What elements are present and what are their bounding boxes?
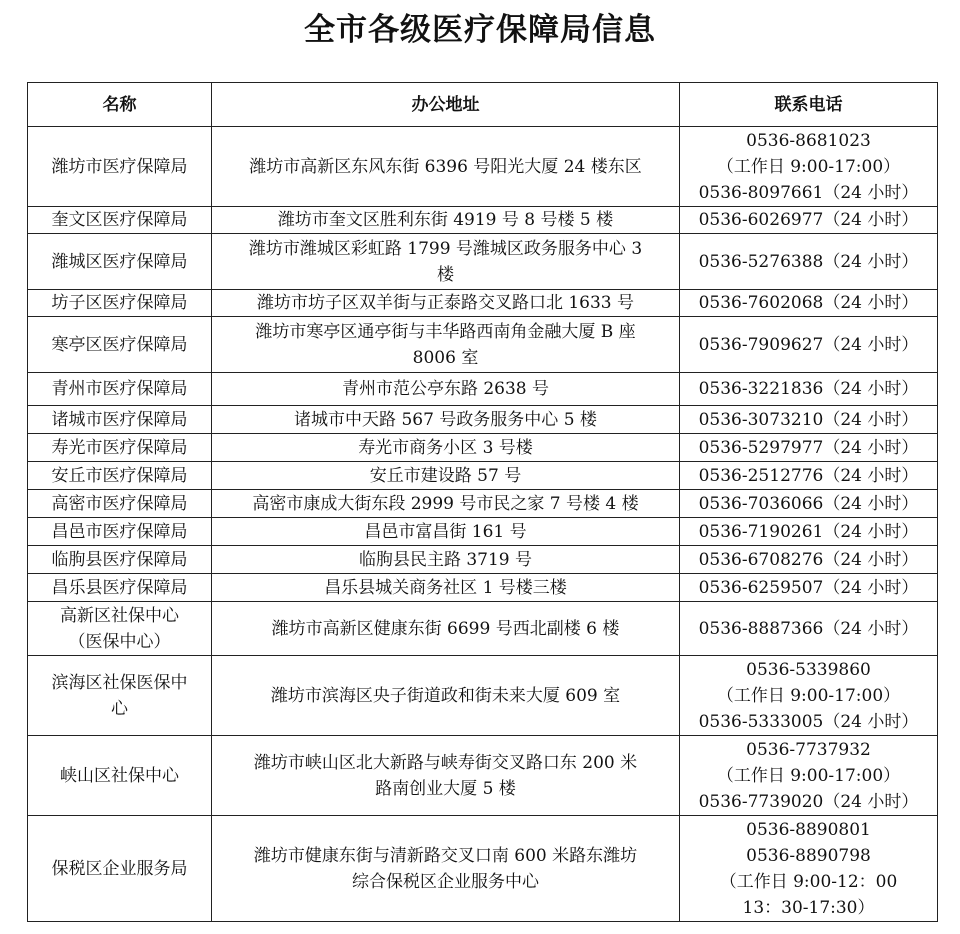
cell-name xyxy=(28,373,212,406)
cell-name xyxy=(28,462,212,490)
cell-address-line: 8006 室 xyxy=(412,347,479,368)
table-row xyxy=(28,816,938,922)
cell-address xyxy=(212,406,680,434)
table-row xyxy=(28,434,938,462)
cell-address-line: 安丘市建设路 57 号 xyxy=(369,465,522,486)
cell-phone-line: （工作日 9:00-17:00） xyxy=(716,685,901,706)
cell-address xyxy=(212,546,680,574)
cell-phone-line: （工作日 9:00-17:00） xyxy=(716,156,901,177)
cell-name xyxy=(28,434,212,462)
cell-phone-line: 0536-5333005（24 小时） xyxy=(698,711,919,732)
cell-address xyxy=(212,462,680,490)
header-phone: 联系电话 xyxy=(680,83,938,127)
cell-name xyxy=(28,234,212,290)
cell-name-line: 坊子区医疗保障局 xyxy=(51,293,188,313)
cell-name-line: 滨海区社保医保中 xyxy=(51,672,188,693)
table-header-row xyxy=(28,83,938,127)
cell-phone-line: 0536-8890798 xyxy=(746,845,871,866)
cell-phone-line: 0536-2512776（24 小时） xyxy=(698,465,919,486)
cell-address-line: 诸城市中天路 567 号政务服务中心 5 楼 xyxy=(294,409,597,430)
cell-name xyxy=(28,406,212,434)
cell-address-line: 潍坊市滨海区央子街道政和街未来大厦 609 室 xyxy=(270,685,621,706)
cell-name-line: 安丘市医疗保障局 xyxy=(51,465,188,486)
cell-phone-line: 0536-6026977（24 小时） xyxy=(698,210,919,230)
cell-name xyxy=(28,602,212,656)
cell-address-line: 临朐县民主路 3719 号 xyxy=(358,549,533,570)
header-name: 名称 xyxy=(28,83,212,127)
cell-phone-line: 0536-3221836（24 小时） xyxy=(698,379,919,399)
cell-name-line: 心 xyxy=(111,698,128,719)
cell-name xyxy=(28,317,212,373)
cell-phone-line: 0536-5297977（24 小时） xyxy=(698,437,919,458)
cell-address xyxy=(212,127,680,207)
cell-phone xyxy=(680,656,938,736)
cell-name-line: 寒亭区医疗保障局 xyxy=(51,334,188,355)
table-row xyxy=(28,406,938,434)
cell-phone xyxy=(680,490,938,518)
cell-address-line: 潍坊市高新区东风东街 6396 号阳光大厦 24 楼东区 xyxy=(249,156,642,177)
cell-address-line: 潍坊市坊子区双羊街与正泰路交叉路口北 1633 号 xyxy=(256,293,635,313)
cell-phone xyxy=(680,736,938,816)
cell-phone xyxy=(680,207,938,234)
cell-name xyxy=(28,518,212,546)
cell-phone xyxy=(680,518,938,546)
cell-phone-line: 0536-7036066（24 小时） xyxy=(698,493,919,514)
cell-phone-line: 0536-6708276（24 小时） xyxy=(698,549,919,570)
cell-address-line: 潍坊市峡山区北大新路与峡寿街交叉路口东 200 米 xyxy=(253,752,638,773)
cell-address xyxy=(212,816,680,922)
cell-address-line: 综合保税区企业服务中心 xyxy=(352,871,539,892)
cell-phone xyxy=(680,317,938,373)
table-row xyxy=(28,574,938,602)
cell-phone-line: 0536-5276388（24 小时） xyxy=(698,251,919,272)
cell-phone-line: （工作日 9:00-17:00） xyxy=(716,765,901,786)
table-row xyxy=(28,490,938,518)
cell-name-line: 昌乐县医疗保障局 xyxy=(51,577,188,598)
cell-address xyxy=(212,602,680,656)
cell-name-line: 青州市医疗保障局 xyxy=(51,379,188,399)
cell-address xyxy=(212,518,680,546)
cell-phone-line: 0536-8890801 xyxy=(746,819,871,840)
table-row xyxy=(28,656,938,736)
cell-phone xyxy=(680,462,938,490)
cell-name-line: 潍城区医疗保障局 xyxy=(51,251,188,272)
cell-address xyxy=(212,736,680,816)
cell-address-line: 寿光市商务小区 3 号楼 xyxy=(358,437,533,458)
table-row xyxy=(28,127,938,207)
cell-address-line: 潍坊市奎文区胜利东街 4919 号 8 号楼 5 楼 xyxy=(277,210,614,230)
cell-phone-line: 13：30-17:30） xyxy=(742,897,875,918)
cell-address-line: 昌邑市富昌街 161 号 xyxy=(364,521,527,542)
cell-name xyxy=(28,127,212,207)
cell-address-line: 昌乐县城关商务社区 1 号楼三楼 xyxy=(324,577,567,598)
cell-phone xyxy=(680,434,938,462)
cell-name xyxy=(28,546,212,574)
cell-address xyxy=(212,207,680,234)
cell-name-line: 昌邑市医疗保障局 xyxy=(51,521,188,542)
table-row xyxy=(28,317,938,373)
cell-phone xyxy=(680,816,938,922)
cell-phone xyxy=(680,406,938,434)
cell-address xyxy=(212,574,680,602)
cell-phone xyxy=(680,602,938,656)
cell-address xyxy=(212,434,680,462)
cell-phone-line: 0536-8887366（24 小时） xyxy=(698,618,919,639)
cell-phone-line: （工作日 9:00-12：00 xyxy=(719,871,898,892)
cell-address xyxy=(212,234,680,290)
cell-address xyxy=(212,490,680,518)
cell-phone-line: 0536-7602068（24 小时） xyxy=(698,293,919,313)
cell-address-line: 楼 xyxy=(437,264,454,285)
cell-phone xyxy=(680,546,938,574)
table-row xyxy=(28,207,938,234)
cell-address xyxy=(212,656,680,736)
cell-name-line: 寿光市医疗保障局 xyxy=(51,437,188,458)
cell-name xyxy=(28,574,212,602)
page-title: 全市各级医疗保障局信息 xyxy=(304,12,656,48)
cell-name-line: 保税区企业服务局 xyxy=(51,858,188,879)
table-row xyxy=(28,373,938,406)
cell-phone xyxy=(680,574,938,602)
cell-name xyxy=(28,490,212,518)
cell-phone xyxy=(680,234,938,290)
header-address: 办公地址 xyxy=(212,83,680,127)
cell-phone-line: 0536-7739020（24 小时） xyxy=(698,791,919,812)
cell-address xyxy=(212,373,680,406)
cell-phone-line: 0536-7737932 xyxy=(746,739,871,760)
table-body xyxy=(28,127,938,922)
cell-phone xyxy=(680,290,938,317)
cell-phone xyxy=(680,373,938,406)
cell-name xyxy=(28,290,212,317)
table-row xyxy=(28,546,938,574)
cell-name-line: 潍坊市医疗保障局 xyxy=(51,156,188,177)
cell-phone-line: 0536-8681023 xyxy=(746,130,871,151)
cell-address-line: 潍坊市健康东街与清新路交叉口南 600 米路东潍坊 xyxy=(253,845,638,866)
cell-phone-line: 0536-6259507（24 小时） xyxy=(698,577,919,598)
cell-phone-line: 0536-8097661（24 小时） xyxy=(698,182,919,203)
cell-name-line: 临朐县医疗保障局 xyxy=(51,549,188,570)
table-row xyxy=(28,602,938,656)
table-row xyxy=(28,736,938,816)
cell-name xyxy=(28,656,212,736)
cell-address-line: 潍坊市高新区健康东街 6699 号西北副楼 6 楼 xyxy=(271,618,620,639)
cell-name xyxy=(28,816,212,922)
cell-name-line: （医保中心） xyxy=(68,631,171,652)
cell-address-line: 高密市康成大街东段 2999 号市民之家 7 号楼 4 楼 xyxy=(252,493,639,514)
cell-address-line: 潍坊市寒亭区通亭街与丰华路西南角金融大厦 B 座 xyxy=(255,321,636,342)
cell-address-line: 潍坊市潍城区彩虹路 1799 号潍城区政务服务中心 3 xyxy=(248,238,643,259)
cell-address xyxy=(212,317,680,373)
table-row xyxy=(28,234,938,290)
cell-phone xyxy=(680,127,938,207)
table-row xyxy=(28,290,938,317)
cell-name-line: 奎文区医疗保障局 xyxy=(51,210,188,230)
table-row xyxy=(28,518,938,546)
cell-address-line: 青州市范公亭东路 2638 号 xyxy=(341,379,550,399)
cell-phone-line: 0536-5339860 xyxy=(746,659,871,680)
cell-name-line: 诸城市医疗保障局 xyxy=(51,409,188,430)
cell-name-line: 峡山区社保中心 xyxy=(60,765,179,786)
cell-name xyxy=(28,736,212,816)
cell-name-line: 高新区社保中心 xyxy=(60,605,179,626)
cell-phone-line: 0536-3073210（24 小时） xyxy=(698,409,919,430)
cell-name xyxy=(28,207,212,234)
table-row xyxy=(28,462,938,490)
cell-address xyxy=(212,290,680,317)
bureau-info-table xyxy=(27,82,938,922)
cell-phone-line: 0536-7909627（24 小时） xyxy=(698,334,919,355)
cell-name-line: 高密市医疗保障局 xyxy=(51,493,188,514)
cell-address-line: 路南创业大厦 5 楼 xyxy=(375,778,516,799)
cell-phone-line: 0536-7190261（24 小时） xyxy=(698,521,919,542)
